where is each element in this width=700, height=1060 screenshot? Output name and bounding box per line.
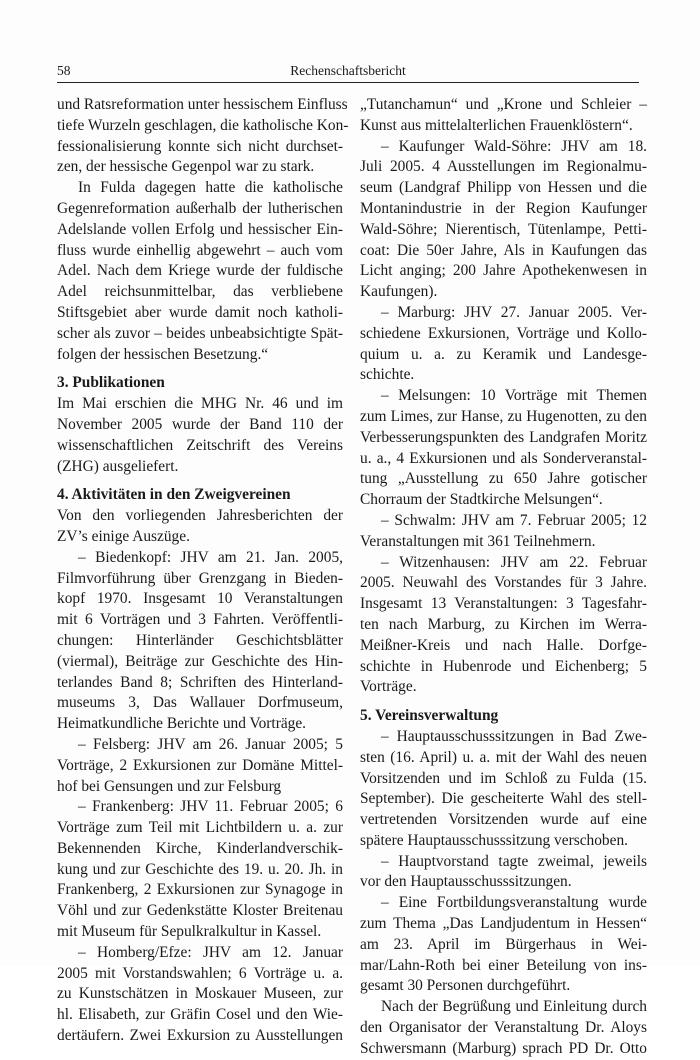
text-line: November 2005 wurde der Band 110 der [57,415,343,433]
text-line: quium u. a. zu Keramik und Landesge- [360,345,647,363]
paragraph-gap [57,365,343,373]
text-line: Meißner-Kreis und nach Halle. Dorfge- [360,636,647,654]
text-line: – Homberg/Efze: JHV am 12. Januar [78,943,343,961]
text-line: – Biedenkopf: JHV am 21. Jan. 2005, [78,548,343,566]
text-line: Kaufungen). [360,283,438,301]
text-line: – Hauptausschusssitzungen in Bad Zwe- [381,727,647,745]
text-line: – Felsberg: JHV am 26. Januar 2005; 5 [78,735,343,753]
text-line: Frankenberg, 2 Exkursionen zur Synagoge in [57,881,343,899]
text-line: Insgesamt 13 Veranstaltungen: 3 Tagesfahr- [360,595,647,613]
text-line: Licht anging; 200 Jahre Apothekenwesen in [360,262,647,280]
text-line: Vorträge, 2 Exkursionen zur Domäne Mittel- [57,756,343,774]
text-line: (viermal), Beiträge zur Geschichte des Hin- [57,652,343,670]
text-line: 2005 mit Vorstandswahlen; 6 Vorträge u. a. [57,964,343,982]
text-line: museums 3, Das Wallauer Dorfmuseum, [57,694,343,712]
right-text-column [360,95,647,1060]
text-line: hof bei Gensungen und zur Felsburg [57,777,282,795]
text-line: tiefe Wurzeln geschlagen, die katholische Kon- [57,116,349,134]
text-line: fessionalisierung konnte sich nicht durchset- [57,137,343,155]
text-line: September). Die gescheiterte Wahl des stell- [360,790,647,808]
text-line: Stiftsgebiet aber wurde damit noch katholi- [57,303,343,321]
text-line: Bekennenden Kirche, Kinderlandverschik- [57,839,343,857]
text-line: Vorsitzenden und im Schloß zu Fulda (15. [360,769,647,787]
text-line: Montanindustrie in der Region Kaufunger [360,199,647,217]
text-line: am 23. April im Bürgerhaus in Wei- [360,935,647,953]
text-line: Im Mai erschien die MHG Nr. 46 und im [57,395,343,413]
text-line: folgen der hessischen Besetzung.“ [57,345,269,363]
text-line: vertretenden Vorsitzenden wurde auf eine [360,811,647,829]
text-line: zu Kunstschätzen in Moskauer Museen, zur [57,985,343,1003]
text-line: Kunst aus mittelalterlichen Frauenklöstern“. [360,116,633,134]
text-line: coat: Die 50er Jahre, Als in Kaufungen das [360,241,647,259]
text-line: Von den vorliegenden Jahresberichten der [57,507,343,525]
text-line: ZV’s einige Auszüge. [57,527,190,545]
text-line: mit Museum für Sepulkralkultur in Kassel. [57,923,322,941]
text-line: fluss wurde einhellig abgewehrt – auch vom [57,241,343,259]
running-title: Rechenschaftsbericht [290,63,406,78]
text-line: kung und zur Geschichte des 19. u. 20. Jh. in [57,860,343,878]
text-line: tung „Ausstellung zu 650 Jahre gotischer [360,470,647,488]
text-line: Wald-Söhre; Nierentisch, Tütenlampe, Petti- [360,220,647,238]
section-heading: 4. Aktivitäten in den Zweigvereinen [57,486,291,504]
text-line: terlandes Band 8; Schriften des Hinterland- [57,673,343,691]
text-line: – Marburg: JHV 27. Januar 2005. Ver- [381,303,647,321]
text-line: hl. Elisabeth, zur Gräfin Cosel und den Wie- [57,1006,343,1024]
text-line: mar/Lahn-Roth bei einer Beteilung von ins- [360,956,647,974]
text-line: „Tutanchamun“ und „Krone und Schleier – [360,96,647,113]
text-line: Adel. Nach dem Kriege wurde der fuldische [57,262,343,280]
text-line: – Witzenhausen: JHV am 22. Februar [381,553,647,571]
text-line: Verbesserungspunkten des Landgrafen Moritz [360,428,647,446]
text-line: Veranstaltungen mit 361 Teilnehmern. [360,532,596,550]
text-line: – Schwalm: JHV am 7. Februar 2005; 12 [381,511,647,529]
text-line: gesamt 30 Personen durchgeführt. [360,977,571,995]
text-line: u. a., 4 Exkursionen und als Sonderveranstal- [360,449,647,467]
text-line: mit 6 Vorträgen und 3 Fahrten. Veröffentli- [57,611,343,629]
text-line: – Eine Fortbildungsveranstaltung wurde [381,894,647,912]
text-line: kopf 1970. Insgesamt 10 Veranstaltungen [57,590,343,608]
text-line: – Kaufunger Wald-Söhre: JHV am 18. [381,137,647,155]
text-line: Heimatkundliche Berichte und Vorträge. [57,715,307,733]
text-line: Schwersmann (Marburg) sprach PD Dr. Otto [360,1039,647,1057]
text-line: ten nach Marburg, zu Kirchen im Werra- [360,615,647,633]
text-line: In Fulda dagegen hatte die katholische [78,179,343,197]
text-line: Nach der Begrüßung und Einleitung durch [381,998,647,1016]
left-text-column [57,95,349,1047]
text-line: zen, der hessische Gegenpol war zu stark. [57,158,315,176]
text-line: zum Thema „Das Landjudentum in Hessen“ [360,915,647,933]
text-line: Vorträge zum Teil mit Lichtbildern u. a. zur [57,819,343,837]
section-heading: 5. Vereinsverwaltung [360,707,499,725]
text-line: Adel reichsunmittelbar, das verbliebene [57,283,343,301]
text-line: – Hauptvorstand tagte zweimal, jeweils [381,852,647,870]
paragraph-gap [360,698,647,706]
text-line: – Frankenberg: JHV 11. Februar 2005; 6 [78,798,343,816]
text-line: wissenschaftlichen Zeitschrift des Vereins [57,436,343,454]
text-line: Gegenreformation außerhalb der lutherischen [57,199,343,217]
paragraph-gap [57,477,343,485]
text-line: seum (Landgraf Philipp von Hessen und die [360,179,647,197]
text-line: chungen: Hinterländer Geschichtsblätter [57,631,343,649]
text-line: dertäufern. Zwei Exkursion zu Ausstellungen [57,1027,343,1045]
text-line: schiedene Exkursionen, Vorträge und Kollo- [360,324,647,342]
page-number: 58 [57,63,71,78]
text-line: und Ratsreformation unter hessischem Einfluss [57,96,348,113]
text-line: schichte in Hubenrode und Eichenberg; 5 [360,657,647,675]
text-line: (ZHG) ausgeliefert. [57,457,179,475]
text-line: Vöhl und zur Gedenkstätte Kloster Breitenau [57,902,343,920]
text-line: den Organisator der Veranstaltung Dr. Aloys [360,1019,647,1037]
text-line: schichte. [360,366,415,384]
text-line: vor den Hauptausschusssitzungen. [360,873,572,891]
text-line: zum Limes, zur Hanse, zu Hugenotten, zu den [360,407,647,425]
page-header [57,62,639,83]
text-line: spätere Hauptausschusssitzung verschoben. [360,831,628,849]
text-line: sten (16. April) u. a. mit der Wahl des neuen [360,748,647,766]
text-line: 2005. Neuwahl des Vorstandes für 3 Jahre. [360,574,647,592]
section-heading: 3. Publikationen [57,374,165,392]
text-line: Adelslande vollen Erfolg und hessischer Ein- [57,220,343,238]
text-line: Chorraum der Stadtkirche Melsungen“. [360,491,603,509]
text-line: – Melsungen: 10 Vorträge mit Themen [381,387,647,405]
text-line: scher als zuvor – beides unbeabsichtigte Spät- [57,324,343,342]
text-line: Juli 2005. 4 Ausstellungen im Regionalmu- [360,158,647,176]
text-line: Vorträge. [360,678,417,696]
text-line: Filmvorführung über Grenzgang in Bieden- [57,569,343,587]
